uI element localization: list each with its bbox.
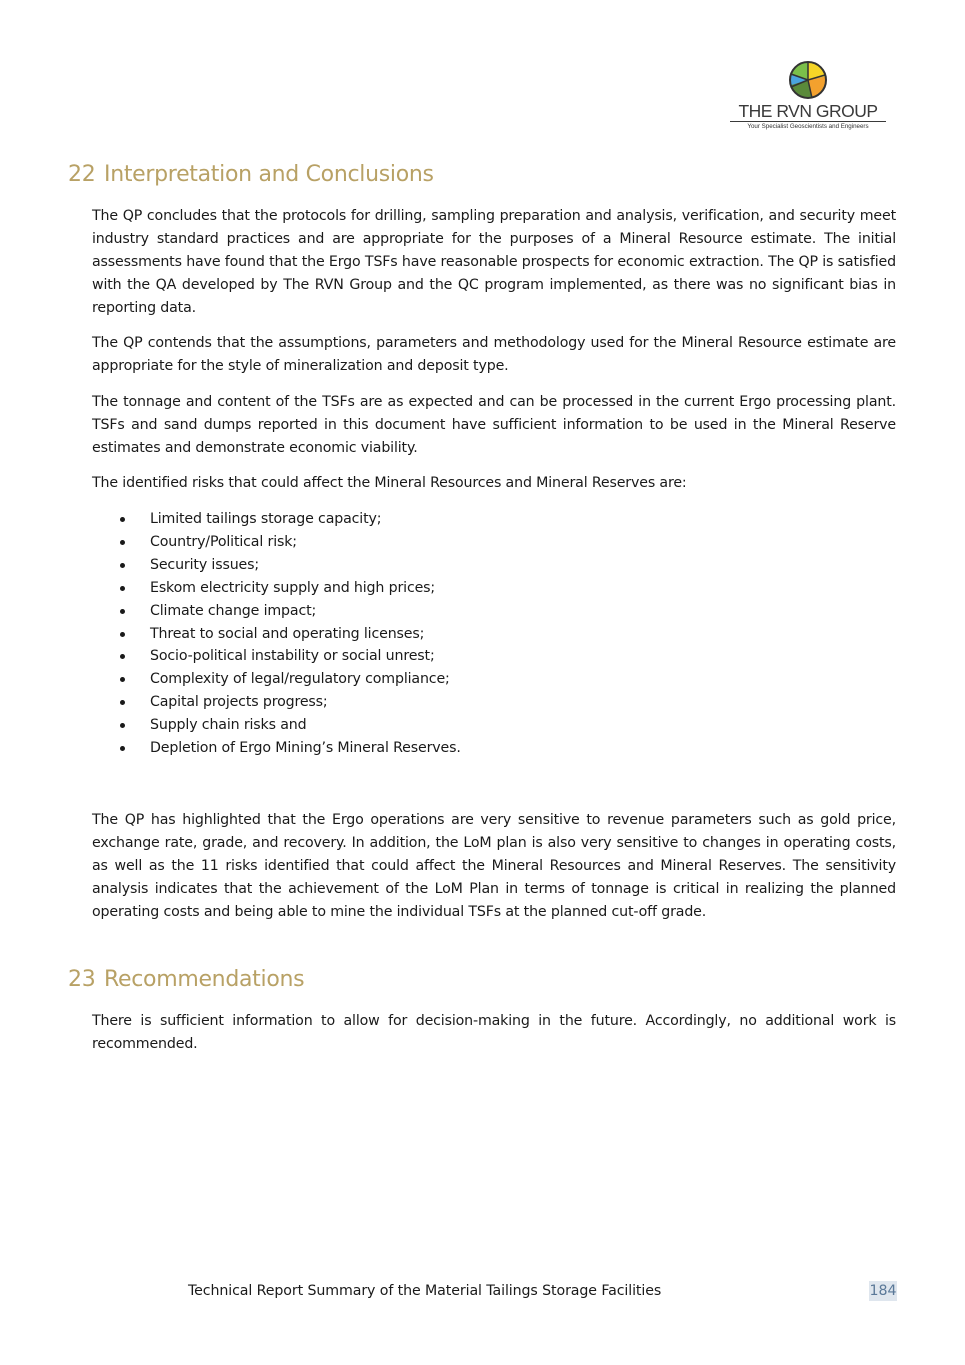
section-22-title: Interpretation and Conclusions	[104, 162, 434, 187]
list-item: Security issues;	[92, 554, 872, 577]
bullet-icon	[120, 563, 125, 568]
bullet-icon	[120, 677, 125, 682]
bullet-icon	[120, 517, 125, 522]
logo-tagline: Your Specialist Geoscientists and Engineers	[747, 123, 869, 130]
section-22-closing-paragraph: The QP has highlighted that the Ergo operations are very sensitive to revenue parameters such as gold price, exchange rate, grade, and recovery. In addition, the LoM plan is also very sensitive to changes in operating costs, as well as the 11 risks identified that could affect the Mineral Resources and Mineral Reserves. The sensitivity analysis indicates that the achievement of the LoM Plan in terms of tonnage is critical in realizing the planned operating costs and being able to mine the individual TSFs at the planned cut-off grade.	[92, 812, 896, 920]
list-item: Limited tailings storage capacity;	[92, 508, 872, 531]
list-item: Complexity of legal/regulatory compliance;	[92, 668, 872, 691]
bullet-icon	[120, 700, 125, 705]
section-22-paragraph-2: The QP contends that the assumptions, parameters and methodology used for the Mineral Resource estimate are appropriate for the style of mineralization and deposit type.	[92, 335, 896, 374]
bullet-icon	[120, 632, 125, 637]
section-22-paragraph-4: The identified risks that could affect the Mineral Resources and Mineral Reserves are:	[92, 475, 687, 491]
bullet-icon	[120, 540, 125, 545]
list-item: Depletion of Ergo Mining’s Mineral Reserves.	[92, 737, 872, 760]
section-22-heading	[68, 161, 434, 189]
bullet-icon	[120, 654, 125, 659]
rvn-group-logo	[730, 60, 886, 132]
section-23-title: Recommendations	[104, 967, 305, 992]
logo-globe-icon	[788, 60, 828, 100]
section-23-paragraph: There is sufficient information to allow for decision-making in the future. Accordingly, no additional work is recommended.	[92, 1013, 896, 1052]
section-22-paragraph-1: The QP concludes that the protocols for drilling, sampling preparation and analysis, verification, and security meet industry standard practices and are appropriate for the purposes of a Mineral Resource estimate. The initial assessments have found that the Ergo TSFs have reasonable prospects for economic extraction. The QP is satisfied with the QA developed by The RVN Group and the QC program implemented, as there was no significant bias in reporting data.	[92, 208, 896, 316]
section-22-paragraph-3: The tonnage and content of the TSFs are as expected and can be processed in the current Ergo processing plant. TSFs and sand dumps reported in this document have sufficient information to be used in the Mineral Reserve estimates and demonstrate economic viability.	[92, 394, 896, 456]
risk-list	[92, 508, 872, 760]
list-item: Threat to social and operating licenses;	[92, 623, 872, 646]
bullet-icon	[120, 586, 125, 591]
section-23-heading	[68, 966, 304, 994]
bullet-icon	[120, 746, 125, 751]
section-23-number: 23	[68, 967, 96, 992]
section-22-number: 22	[68, 162, 96, 187]
bullet-icon	[120, 609, 125, 614]
footer-title: Technical Report Summary of the Material Tailings Storage Facilities	[188, 1283, 662, 1299]
bullet-icon	[120, 723, 125, 728]
list-item: Climate change impact;	[92, 600, 872, 623]
list-item: Capital projects progress;	[92, 691, 872, 714]
list-item: Socio-political instability or social unrest;	[92, 645, 872, 668]
page-number: 184	[869, 1283, 897, 1299]
list-item: Eskom electricity supply and high prices;	[92, 577, 872, 600]
logo-title: THE RVN GROUP	[730, 101, 886, 122]
list-item: Country/Political risk;	[92, 531, 872, 554]
list-item: Supply chain risks and	[92, 714, 872, 737]
